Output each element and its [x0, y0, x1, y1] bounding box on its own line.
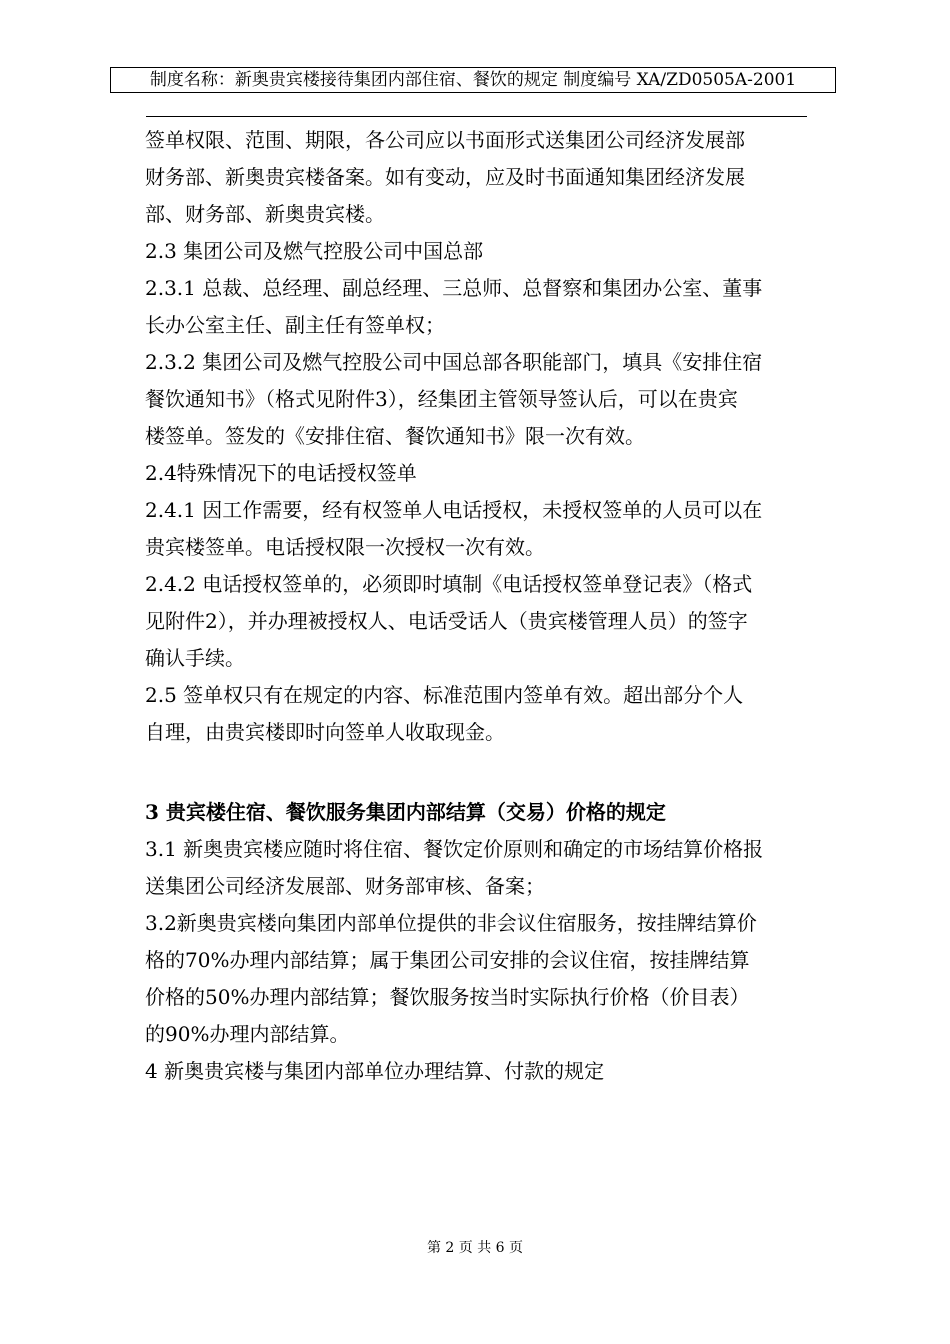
- body-line: 3.1 新奥贵宾楼应随时将住宿、餐饮定价原则和确定的市场结算价格报: [145, 837, 764, 861]
- header-divider: [146, 116, 807, 117]
- section-4-heading: 4 新奥贵宾楼与集团内部单位办理结算、付款的规定: [145, 1059, 605, 1083]
- body-line: 2.4.1 因工作需要，经有权签单人电话授权，未授权签单的人员可以在: [145, 498, 763, 522]
- body-line: 贵宾楼签单。电话授权限一次授权一次有效。: [145, 535, 545, 559]
- body-line: 2.4.2 电话授权签单的，必须即时填制《电话授权签单登记表》（格式: [145, 572, 753, 596]
- header-text: 制度名称：新奥贵宾楼接待集团内部住宿、餐饮的规定 制度编号 XA/ZD0505A-2001: [149, 70, 797, 90]
- body-line: 自理，由贵宾楼即时向签单人收取现金。: [145, 720, 505, 744]
- body-line: 格的70%办理内部结算；属于集团公司安排的会议住宿，按挂牌结算: [145, 948, 750, 972]
- body-line: 2.3.2 集团公司及燃气控股公司中国总部各职能部门，填具《安排住宿: [145, 350, 763, 374]
- body-line: 财务部、新奥贵宾楼备案。如有变动，应及时书面通知集团经济发展: [145, 165, 745, 189]
- body-line: 部、财务部、新奥贵宾楼。: [145, 202, 385, 226]
- section-2-3-heading: 2.3 集团公司及燃气控股公司中国总部: [145, 239, 484, 263]
- body-line: 2.3.1 总裁、总经理、副总经理、三总师、总督察和集团办公室、董事: [145, 276, 763, 300]
- body-line: 长办公室主任、副主任有签单权；: [145, 313, 445, 337]
- body-line: 确认手续。: [145, 646, 245, 670]
- body-line: 2.5 签单权只有在规定的内容、标准范围内签单有效。超出部分个人: [145, 683, 744, 707]
- document-header: [110, 67, 836, 93]
- body-line: 见附件2），并办理被授权人、电话受话人（贵宾楼管理人员）的签字: [145, 609, 748, 633]
- section-3-heading: 3 贵宾楼住宿、餐饮服务集团内部结算（交易）价格的规定: [145, 800, 666, 824]
- page-number: 第 2 页 共 6 页: [426, 1240, 524, 1256]
- body-line: 签单权限、范围、期限，各公司应以书面形式送集团公司经济发展部: [145, 128, 745, 152]
- body-line: 价格的50%办理内部结算；餐饮服务按当时实际执行价格（价目表）: [145, 985, 750, 1009]
- document-body: [145, 122, 835, 1090]
- body-line: 送集团公司经济发展部、财务部审核、备案；: [145, 874, 545, 898]
- section-spacer: [145, 751, 835, 794]
- page-footer: [0, 1238, 950, 1258]
- body-line: 的90%办理内部结算。: [145, 1022, 350, 1046]
- section-2-4-heading: 2.4特殊情况下的电话授权签单: [145, 461, 417, 485]
- body-line: 餐饮通知书》（格式见附件3），经集团主管领导签认后，可以在贵宾: [145, 387, 738, 411]
- body-line: 楼签单。签发的《安排住宿、餐饮通知书》限一次有效。: [145, 424, 645, 448]
- body-line: 3.2新奥贵宾楼向集团内部单位提供的非会议住宿服务，按挂牌结算价: [145, 911, 757, 935]
